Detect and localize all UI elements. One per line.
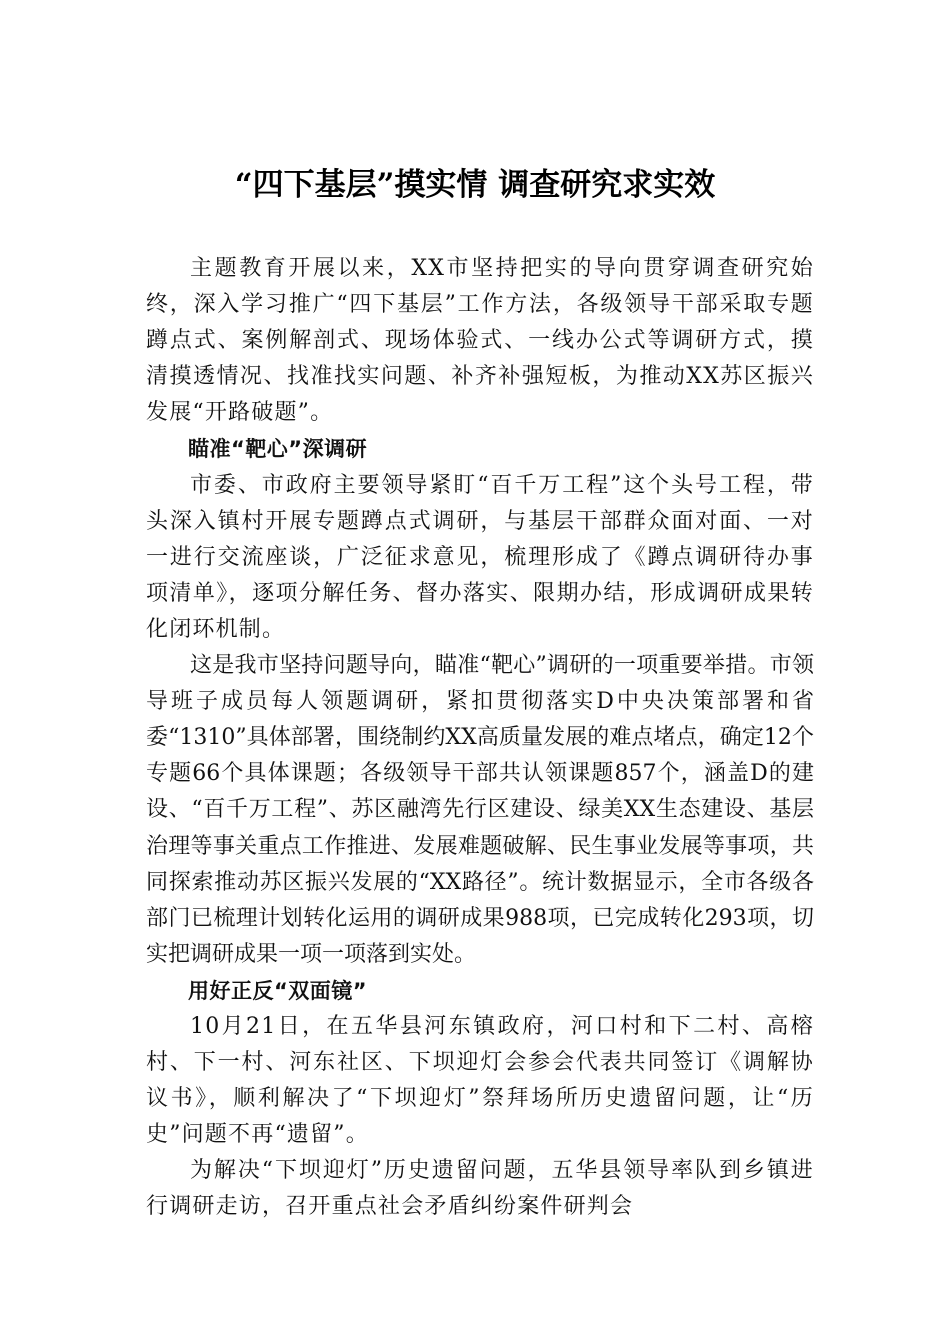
body-paragraph-1: 市委、市政府主要领导紧盯“百千万工程”这个头号工程，带头深入镇村开展专题蹲点式调研，与基层干部群众面对面、一对一进行交流座谈，广泛征求意见，梳理形成了《蹲点调研待办事项清单》，逐项分解任务、督办落实、限期办结，形成调研成果转化闭环机制。	[146, 472, 814, 642]
body-paragraph-4: 为解决“下坝迎灯”历史遗留问题，五华县领导率队到乡镇进行调研走访，召开重点社会矛盾纠纷案件研判会	[146, 1158, 814, 1220]
body-paragraph-3: 10月21日，在五华县河东镇政府，河口村和下二村、高榕村、下一村、河东社区、下坝迎灯会参会代表共同签订《调解协议书》，顺利解决了“下坝迎灯”祭拜场所历史遗留问题，让“历史”问题不再“遗留”。	[146, 1013, 814, 1148]
document-body	[146, 251, 814, 1226]
intro-paragraph: 主题教育开展以来，XX市坚持把实的导向贯穿调查研究始终，深入学习推广“四下基层”工作方法，各级领导干部采取专题蹲点式、案例解剖式、现场体验式、一线办公式等调研方式，摸清摸透情况、找准找实问题、补齐补强短板，为推动XX苏区振兴发展“开路破题”。	[146, 256, 814, 426]
body-paragraph-2: 这是我市坚持问题导向，瞄准“靶心”调研的一项重要举措。市领导班子成员每人领题调研，紧扣贯彻落实D中央决策部署和省委“1310”具体部署，围绕制约XX高质量发展的难点堵点，确定12个专题66个具体课题；各级领导干部共认领课题857个，涵盖D的建设、“百千万工程”、苏区融湾先行区建设、绿美XX生态建设、基层治理等事关重点工作推进、发展难题破解、民生事业发展等事项，共同探索推动苏区振兴发展的“XX路径”。统计数据显示，全市各级各部门已梳理计划转化运用的调研成果988项，已完成转化293项，切实把调研成果一项一项落到实处。	[146, 653, 814, 967]
page-title: “四下基层”摸实情 调查研究求实效	[234, 167, 716, 203]
section-heading-1: 瞄准“靶心”深调研	[188, 437, 368, 462]
section-heading-2: 用好正反“双面镜”	[188, 978, 368, 1003]
